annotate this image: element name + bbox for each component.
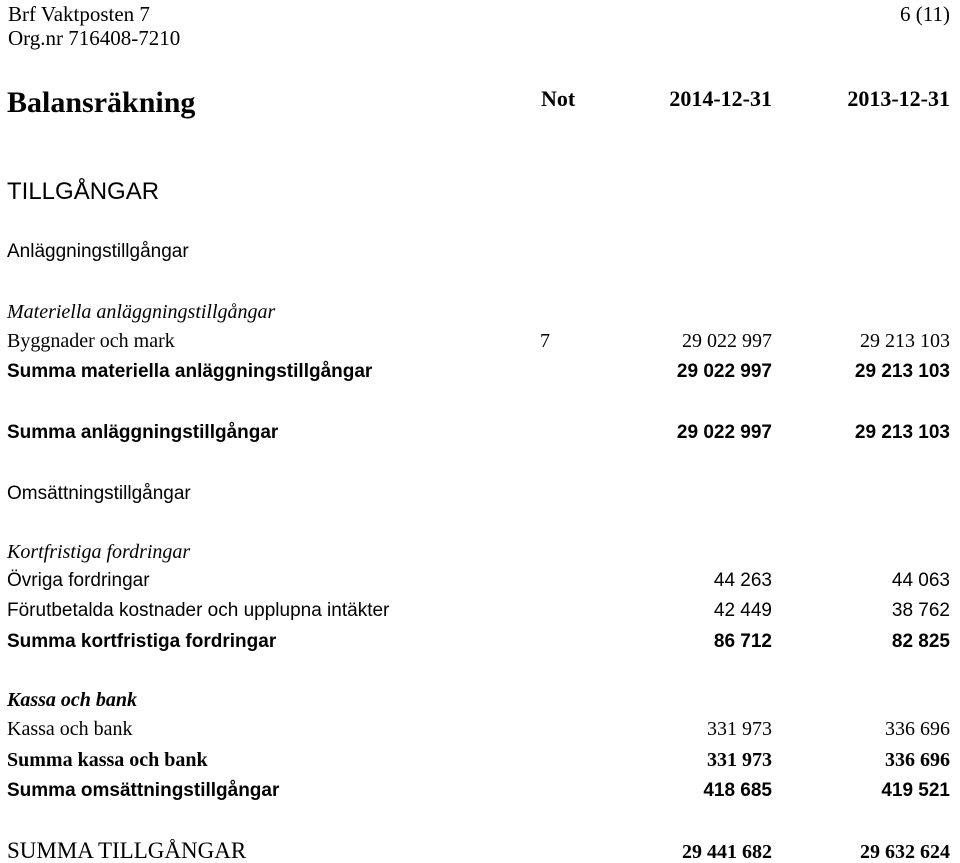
row-previous-summa-tillgangar: 29 632 624 (860, 841, 950, 863)
row-previous-summa-kortfristiga: 82 825 (891, 631, 950, 652)
column-header-note: Not (541, 86, 576, 111)
row-current-summa-materiella: 29 022 997 (676, 361, 772, 382)
row-label-summa-materiella: Summa materiella anläggningstillgångar (7, 361, 373, 382)
org-number: Org.nr 716408-7210 (8, 26, 181, 50)
row-previous-summa-omsattning: 419 521 (881, 780, 950, 801)
row-current-summa-anlaggning: 29 022 997 (676, 422, 772, 443)
row-current-summa-kassa: 331 973 (707, 749, 772, 771)
group-heading-materiella: Materiella anläggningstillgångar (7, 301, 276, 323)
row-previous-summa-anlaggning: 29 213 103 (854, 422, 950, 443)
section-heading-tillgangar: TILLGÅNGAR (7, 178, 160, 205)
row-current-ovriga: 44 263 (713, 570, 772, 591)
row-previous-byggnader: 29 213 103 (860, 330, 950, 352)
row-label-ovriga: Övriga fordringar (7, 570, 150, 591)
row-current-summa-omsattning: 418 685 (703, 780, 772, 801)
subsection-heading-omsattning: Omsättningstillgångar (7, 483, 191, 504)
subsection-heading-anlaggning: Anläggningstillgångar (7, 241, 189, 262)
row-previous-ovriga: 44 063 (891, 570, 950, 591)
row-current-summa-tillgangar: 29 441 682 (682, 841, 772, 863)
row-label-byggnader: Byggnader och mark (7, 330, 175, 352)
page-number: 6 (11) (900, 2, 950, 26)
row-previous-forutbetalda: 38 762 (891, 600, 950, 621)
row-current-byggnader: 29 022 997 (682, 330, 772, 352)
page-title: Balansräkning (7, 86, 196, 119)
row-label-summa-omsattning: Summa omsättningstillgångar (7, 780, 280, 801)
column-header-2014: 2014-12-31 (669, 86, 772, 111)
row-label-forutbetalda: Förutbetalda kostnader och upplupna intäkter (7, 600, 390, 621)
company-name: Brf Vaktposten 7 (8, 2, 150, 26)
row-previous-kassa: 336 696 (885, 718, 950, 740)
row-label-summa-anlaggning: Summa anläggningstillgångar (7, 422, 279, 443)
row-current-forutbetalda: 42 449 (713, 600, 772, 621)
row-label-summa-tillgangar: SUMMA TILLGÅNGAR (7, 838, 247, 863)
row-label-summa-kortfristiga: Summa kortfristiga fordringar (7, 631, 277, 652)
column-header-2013: 2013-12-31 (847, 86, 950, 111)
row-current-kassa: 331 973 (707, 718, 772, 740)
group-heading-kortfristiga: Kortfristiga fordringar (7, 541, 191, 563)
row-note-byggnader: 7 (540, 330, 550, 352)
group-heading-kassa: Kassa och bank (7, 689, 138, 711)
row-previous-summa-kassa: 336 696 (885, 749, 950, 771)
row-previous-summa-materiella: 29 213 103 (854, 361, 950, 382)
row-label-kassa: Kassa och bank (7, 718, 133, 740)
row-label-summa-kassa: Summa kassa och bank (7, 749, 208, 771)
row-current-summa-kortfristiga: 86 712 (713, 631, 772, 652)
